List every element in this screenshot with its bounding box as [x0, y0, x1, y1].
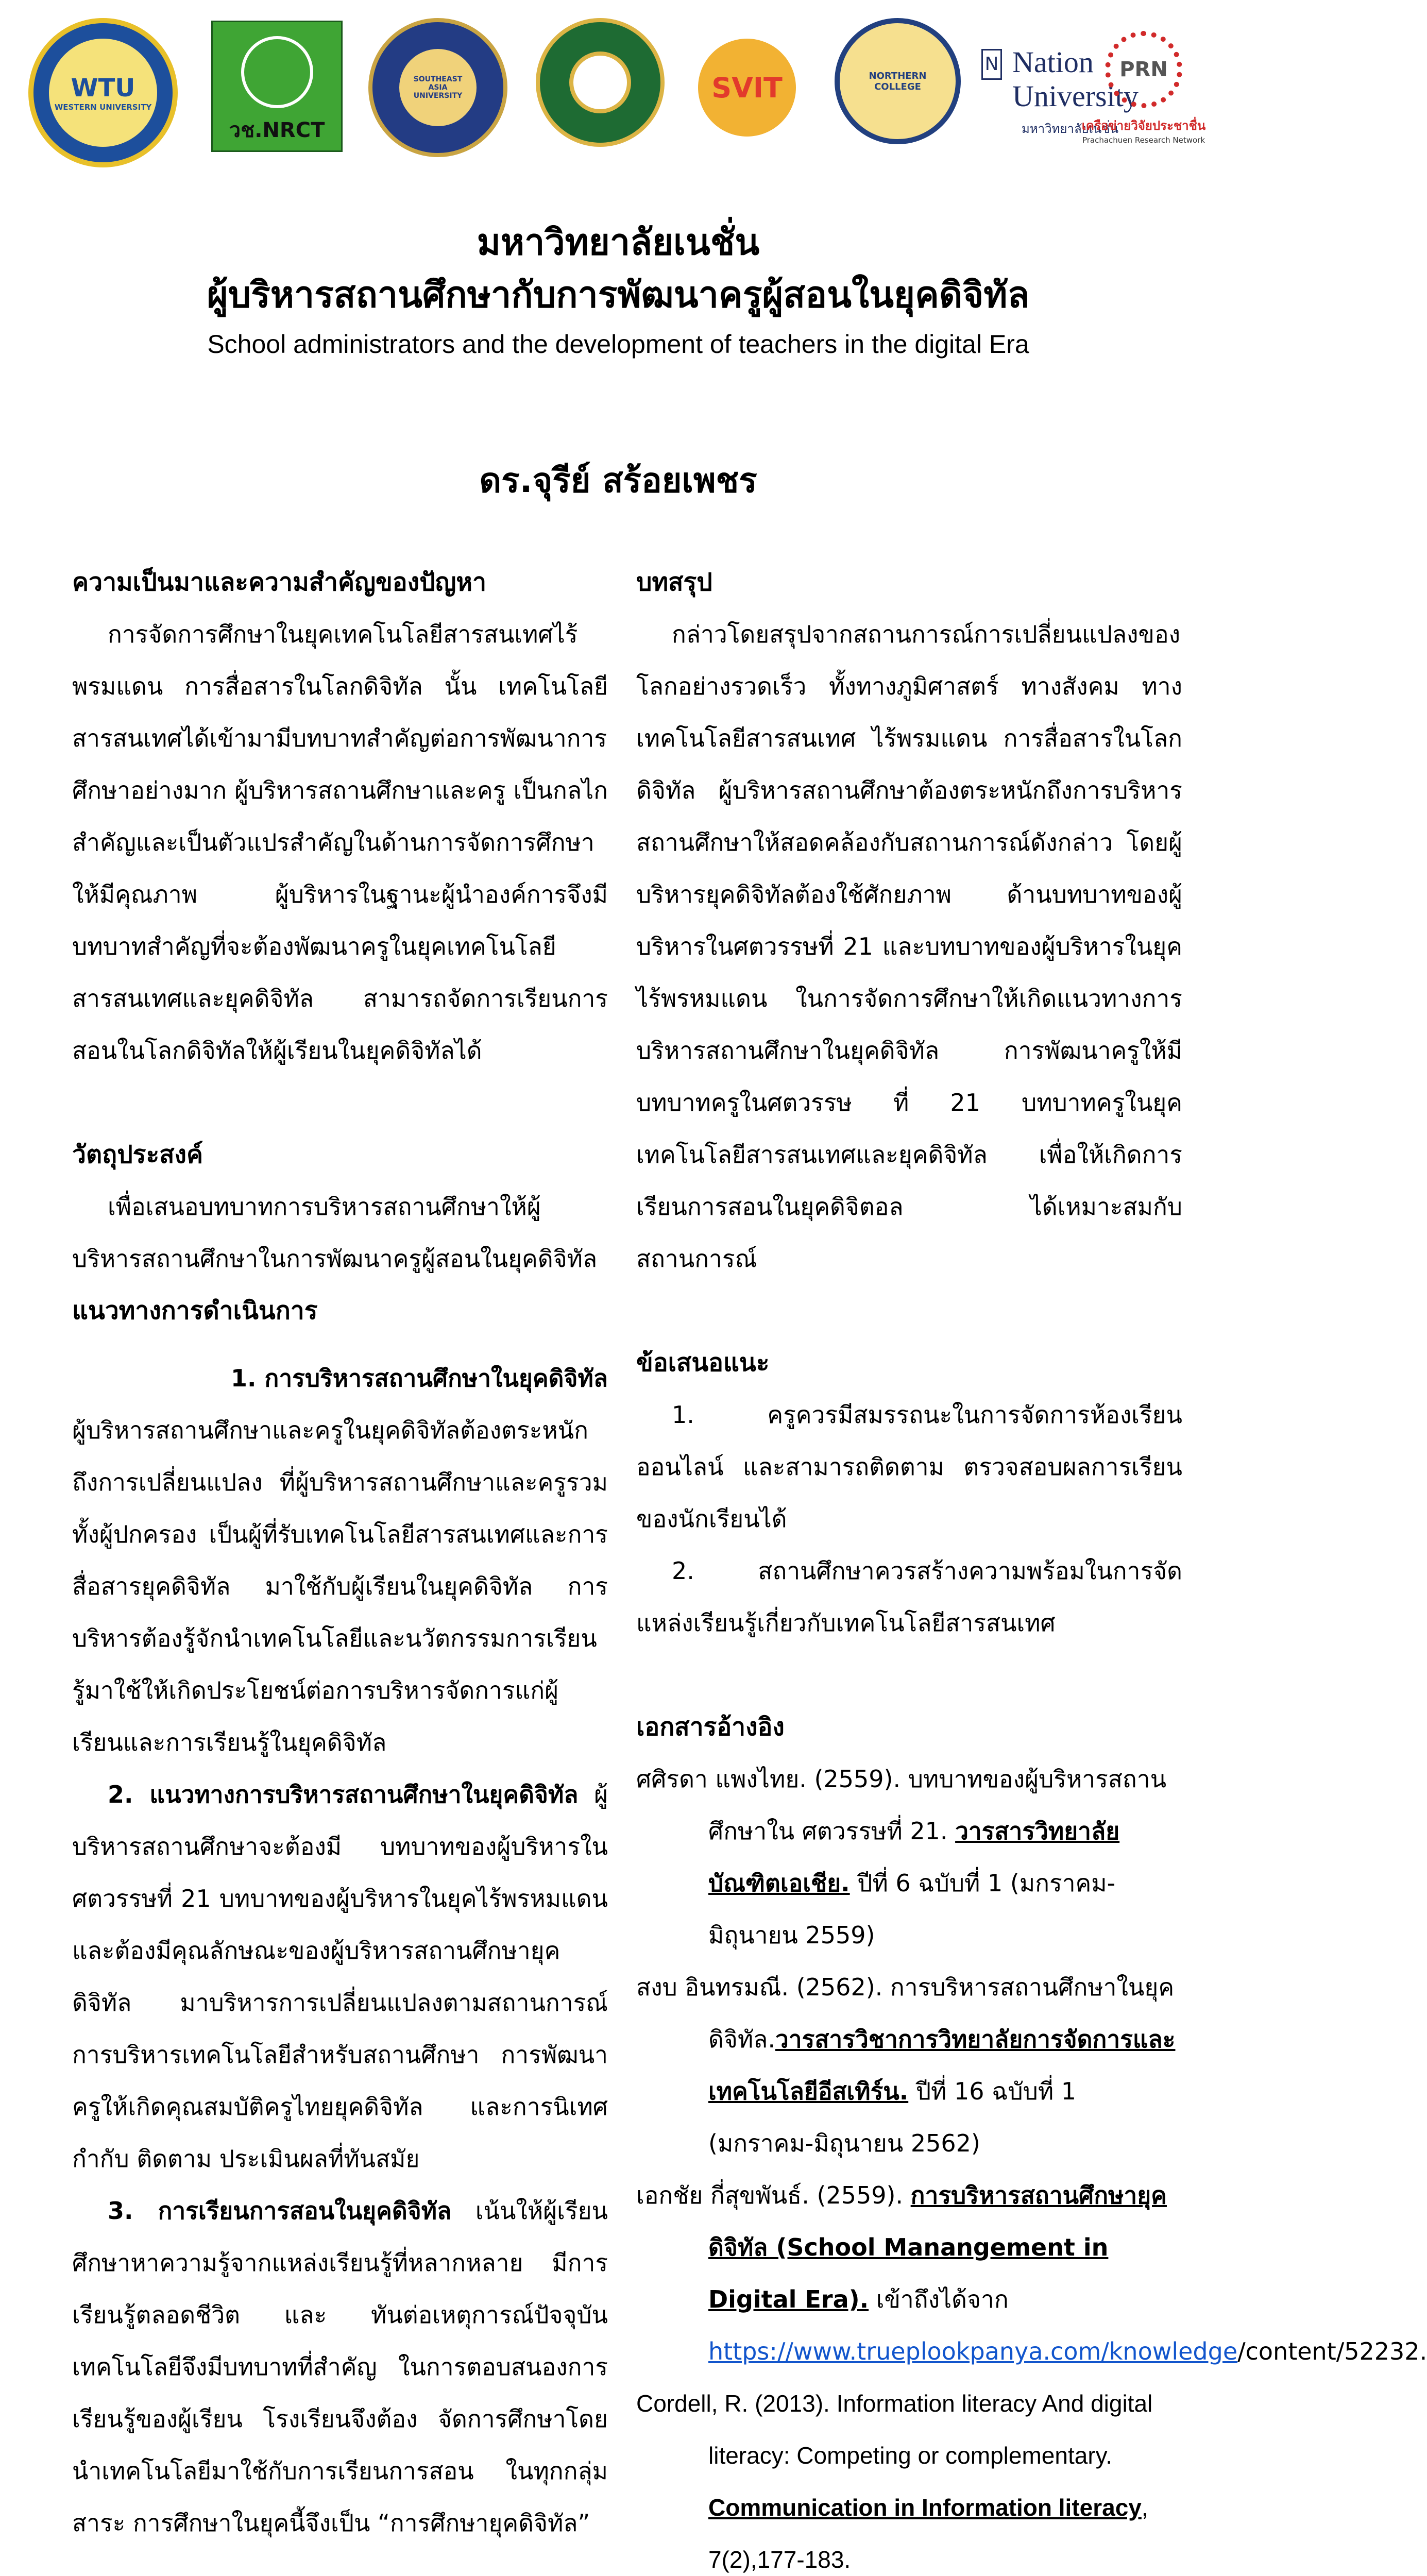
university-name: มหาวิทยาลัยเนชั่น: [477, 221, 760, 263]
reference-text: Cordell, R. (2013). Information literacy And digital literacy: Competing or complementary.: [636, 2390, 1153, 2469]
reference-journal: วารสารวิชาการวิทยาลัยการจัดการและเทคโนโลยีอีสเทิร์น.: [708, 2025, 1176, 2105]
method-heading: แนวทางการดำเนินการ: [72, 1296, 318, 1325]
reference-text: , 7(2),177-183.: [708, 2494, 1148, 2573]
reference-text: เข้าถึงได้จาก: [869, 2285, 1009, 2313]
method-1-title: 1. การบริหารสถานศึกษาในยุคดิจิทัล: [230, 1364, 608, 1392]
method-2: [72, 1769, 608, 2185]
suggestion-2: 2. สถานศึกษาควรสร้างความพร้อมในการจัดแหล่งเรียนรู้เกี่ยวกับเทคโนโลยีสารสนเทศ: [636, 1557, 1182, 1637]
southeast-asia-university-logo: [368, 18, 507, 157]
logo-text: วช.NRCT: [229, 118, 325, 142]
reference-4: [636, 2378, 1182, 2576]
reference-3: [636, 2170, 1427, 2378]
reference-text: เอกชัย กี่สุขพันธ์. (2559).: [636, 2181, 911, 2209]
reference-text: ปีที่ 6 ฉบับที่ 1 (มกราคม-มิถุนายน 2559): [708, 1869, 1116, 1949]
prn-logo: [1079, 31, 1208, 170]
northern-college-logo: [835, 18, 961, 144]
logo-text: University: [1012, 79, 1139, 113]
method-3-text: เน้นให้ผู้เรียนศึกษาหาความรู้จากแหล่งเรียนรู้ที่หลากหลาย มีการเรียนรู้ตลอดชีวิต และ ทันต่อเหตุการณ์ปัจจุบัน เทคโนโลยีจึงมีบทบาทที่สำคัญ ในการตอบสนองการเรียนรู้ของผู้เรียน โรงเรียนจึงต้อง จัดการศึกษาโดยนำเทคโนโลยีมาใช้กับการเรียนการสอน ในทุกกลุ่มสาระ การศึกษาในยุคนี้จึงเป็น “การศึกษายุคดิจิทัล”: [72, 2197, 608, 2537]
reference-2: [636, 1961, 1182, 2170]
logo-text: Nation: [1012, 45, 1094, 79]
reference-text: ปีที่ 16 ฉบับที่ 1 (มกราคม-มิถุนายน 2562): [708, 2077, 1077, 2157]
logo-text: WESTERN UNIVERSITY: [54, 103, 152, 112]
reference-journal: วารสารวิทยาลัยบัณฑิตเอเชีย.: [708, 1817, 1120, 1897]
objective-heading: วัตถุประสงค์: [72, 1140, 203, 1169]
objective-text: เพื่อเสนอบทบาทการบริหารสถานศึกษาให้ผู้บริหารสถานศึกษาในการพัฒนาครูผู้สอนในยุคดิจิทัล: [72, 1193, 598, 1273]
reference-1: [636, 1753, 1182, 1961]
summary-text: กล่าวโดยสรุปจากสถานการณ์การเปลี่ยนแปลงของโลกอย่างรวดเร็ว ทั้งทางภูมิศาสตร์ ทางสังคม ทางเทคโนโลยีสารสนเทศ ไร้พรมแดน การสื่อสารในโลกดิจิทัล ผู้บริหารสถานศึกษาต้องตระหนักถึงการบริหารสถานศึกษาให้สอดคล้องกับสถานการณ์ดังกล่าว โดยผู้บริหารยุคดิจิทัลต้องใช้ศักยภาพ ด้านบทบาทของผู้บริหารในศตวรรษที่ 21 และบทบาทของผู้บริหารในยุค ไร้พรหมแดน ในการจัดการศึกษาให้เกิดแนวทางการบริหารสถานศึกษาในยุคดิจิทัล การพัฒนาครูให้มีบทบาทครูในศตวรรษ ที่ 21 บทบาทครูในยุคเทคโนโลยีสารสนเทศและยุคดิจิทัล เพื่อให้เกิดการเรียนการสอนในยุคดิจิตอล ได้เหมาะสมกับสถานการณ์: [636, 620, 1182, 1273]
reference-text: /content/52232.: [1237, 2337, 1427, 2365]
logo-text: SVIT: [711, 71, 783, 104]
logo-text: SOUTHEAST ASIA UNIVERSITY: [413, 75, 463, 100]
title-english: School administrators and the development of teachers in the digital Era: [207, 330, 1029, 359]
summary-heading: บทสรุป: [636, 568, 712, 597]
logo-text: Prachachuen Research Network: [1082, 135, 1205, 145]
reference-link[interactable]: https://www.trueplookpanya.com/knowledge: [708, 2337, 1238, 2365]
reference-journal: Communication in Information literacy: [708, 2494, 1142, 2521]
nation-university-logo: N Nation University มหาวิทยาลัยเนชั่น: [981, 49, 1136, 162]
logo-abbr: WTU: [71, 74, 135, 103]
suggestion-heading: ข้อเสนอแนะ: [636, 1348, 770, 1377]
reference-title: การบริหารสถานศึกษายุคดิจิทัล (School Manangement in Digital Era).: [708, 2181, 1167, 2313]
left-column: [72, 556, 608, 2549]
page-header: [0, 216, 1236, 362]
references-heading: เอกสารอ้างอิง: [636, 1713, 785, 1741]
logo-text: มหาวิทยาลัยเนชั่น: [1022, 122, 1119, 136]
background-text: การจัดการศึกษาในยุคเทคโนโลยีสารสนเทศไร้พรมแดน การสื่อสารในโลกดิจิทัล นั้น เทคโนโลยีสารสนเทศได้เข้ามามีบทบาทสำคัญต่อการพัฒนาการศึกษาอย่างมาก ผู้บริหารสถานศึกษาและครู เป็นกลไกสำคัญและเป็นตัวแปรสำคัญในด้านการจัดการศึกษาให้มีคุณภาพ ผู้บริหารในฐานะผู้นำองค์การจึงมีบทบาทสำคัญที่จะต้องพัฒนาครูในยุคเทคโนโลยีสารสนเทศและยุคดิจิทัล สามารถจัดการเรียนการสอนในโลกดิจิทัลให้ผู้เรียนในยุคดิจิทัลได้: [72, 620, 608, 1064]
method-1-text: ผู้บริหารสถานศึกษาและครูในยุคดิจิทัลต้องตระหนักถึงการเปลี่ยนแปลง ที่ผู้บริหารสถานศึกษาและครูรวมทั้งผู้ปกครอง เป็นผู้ที่รับเทคโนโลยีสารสนเทศและการสื่อสารยุคดิจิทัล มาใช้กับผู้เรียนในยุคดิจิทัล การบริหารต้องรู้จักนำเทคโนโลยีและนวัตกรรมการเรียนรู้มาใช้ให้เกิดประโยชน์ต่อการบริหารจัดการแก่ผู้เรียนและการเรียนรู้ในยุคดิจิทัล: [72, 1416, 608, 1756]
method-2-text: ผู้บริหารสถานศึกษาจะต้องมี บทบาทของผู้บริหารในศตวรรษที่ 21 บทบาทของผู้บริหารในยุคไร้พรหมแดน และต้องมีคุณลักษณะของผู้บริหารสถานศึกษายุคดิจิทัล มาบริหารการเปลี่ยนแปลงตามสถานการณ์ การบริหารเทคโนโลยีสำหรับสถานศึกษา การพัฒนาครูให้เกิดคุณสมบัติครูไทยยุคดิจิทัล และการนิเทศ กำกับ ติดตาม ประเมินผลที่ทันสมัย: [72, 1781, 608, 2173]
logo-text: NORTHERN COLLEGE: [869, 70, 927, 92]
svit-logo: [693, 21, 801, 155]
nrct-logo: [211, 21, 343, 152]
western-university-logo: [28, 18, 178, 167]
method-3-title: 3. การเรียนการสอนในยุคดิจิทัล: [108, 2197, 452, 2225]
reference-text: ศศิรดา แพงไทย. (2559). บทบาทของผู้บริหารสถานศึกษาใน ศตวรรษที่ 21.: [636, 1765, 1167, 1845]
logo-text: PRN: [1119, 58, 1168, 81]
university-seal-logo: [536, 18, 665, 147]
author-name: ดร.จุรีย์ สร้อยเพชร: [479, 461, 757, 500]
suggestion-1: 1. ครูควรมีสมรรถนะในการจัดการห้องเรียนออนไลน์ และสามารถติดตาม ตรวจสอบผลการเรียนของนักเรียนได้: [636, 1401, 1182, 1533]
logo-text: เครือข่ายวิจัยประชาชื่น: [1081, 118, 1206, 133]
right-column: [636, 556, 1427, 2576]
title-thai: ผู้บริหารสถานศึกษากับการพัฒนาครูผู้สอนในยุคดิจิทัล: [207, 274, 1030, 316]
background-heading: ความเป็นมาและความสำคัญของปัญหา: [72, 568, 487, 597]
method-3: [72, 2185, 608, 2549]
method-2-title: 2. แนวทางการบริหารสถานศึกษาในยุคดิจิทัล: [108, 1781, 579, 1808]
logo-strip: [28, 18, 1208, 173]
reference-text: สงบ อินทรมณี. (2562). การบริหารสถานศึกษาในยุคดิจิทัล.: [636, 1973, 1175, 2053]
